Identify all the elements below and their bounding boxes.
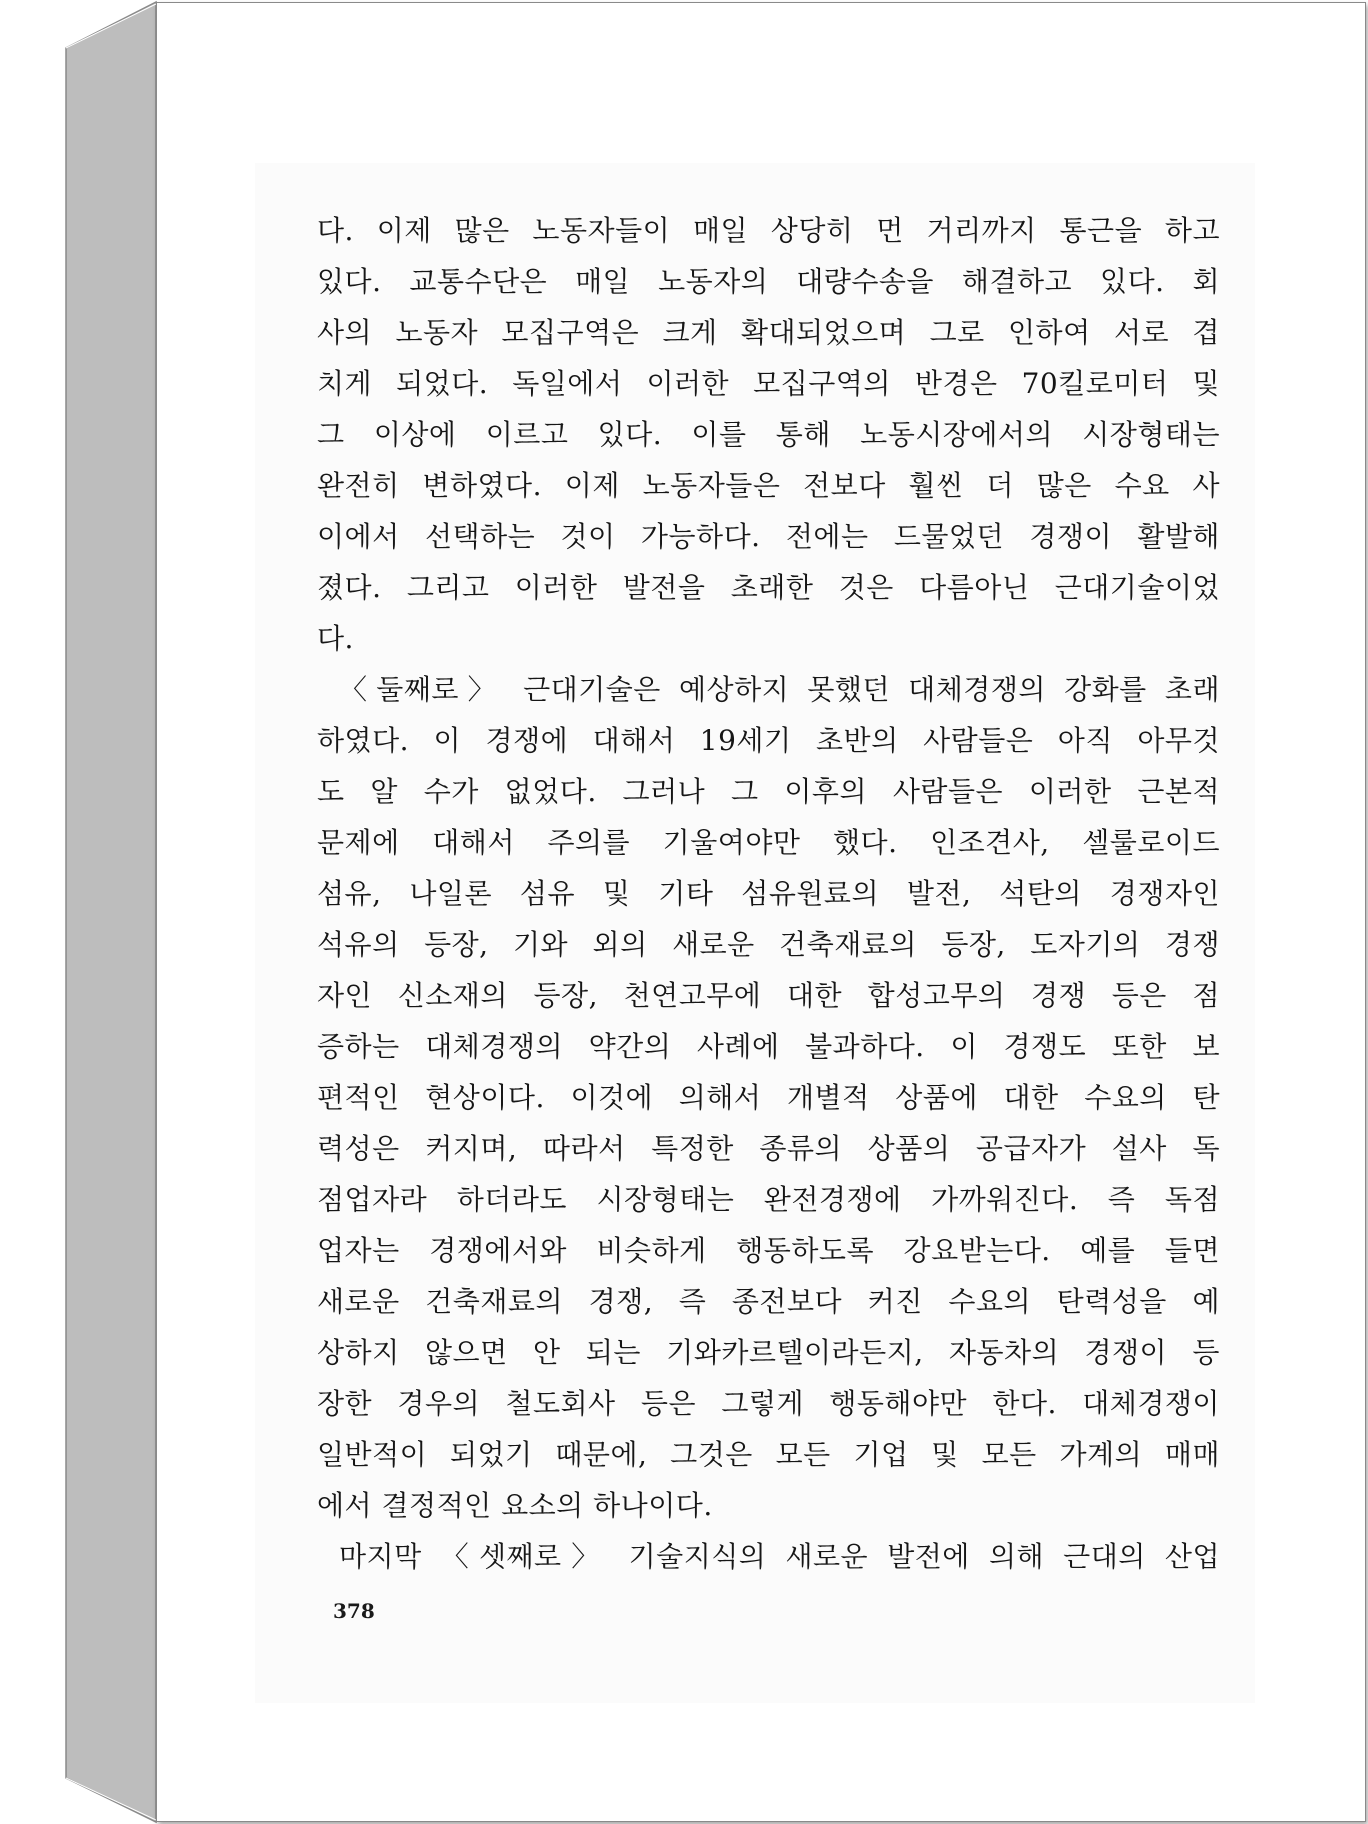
text-line: 그 이상에 이르고 있다. 이를 통해 노동시장에서의 시장형태는: [317, 418, 1220, 451]
text-line: 력성은 커지며, 따라서 특정한 종류의 상품의 공급자가 설사 독: [317, 1132, 1220, 1165]
text-line: 〈둘째로〉 근대기술은 예상하지 못했던 대체경쟁의 강화를 초래: [339, 673, 1220, 706]
text-line: 새로운 건축재료의 경쟁, 즉 종전보다 커진 수요의 탄력성을 예: [317, 1285, 1220, 1318]
book-page: [156, 2, 1366, 1822]
text-line: 상하지 않으면 안 되는 기와카르텔이라든지, 자동차의 경쟁이 등: [317, 1336, 1220, 1369]
text-line: 업자는 경쟁에서와 비슷하게 행동하도록 강요받는다. 예를 들면: [317, 1234, 1220, 1267]
text-line: 치게 되었다. 독일에서 이러한 모집구역의 반경은 70킬로미터 및: [317, 367, 1220, 400]
text-line: 이에서 선택하는 것이 가능하다. 전에는 드물었던 경쟁이 활발해: [317, 520, 1220, 553]
text-line: 섬유, 나일론 섬유 및 기타 섬유원료의 발전, 석탄의 경쟁자인: [317, 877, 1220, 910]
text-line: 다.: [317, 622, 354, 655]
text-line: 졌다. 그리고 이러한 발전을 초래한 것은 다름아닌 근대기술이었: [317, 571, 1220, 604]
book-spine: [0, 0, 160, 1824]
page-number: 378: [333, 1599, 375, 1623]
text-line: 마지막 〈셋째로〉 기술지식의 새로운 발전에 의해 근대의 산업: [339, 1540, 1220, 1573]
text-line: 점업자라 하더라도 시장형태는 완전경쟁에 가까워진다. 즉 독점: [317, 1183, 1220, 1216]
text-line: 증하는 대체경쟁의 약간의 사례에 불과하다. 이 경쟁도 또한 보: [317, 1030, 1220, 1063]
text-line: 장한 경우의 철도회사 등은 그렇게 행동해야만 한다. 대체경쟁이: [317, 1387, 1220, 1420]
text-line: 편적인 현상이다. 이것에 의해서 개별적 상품에 대한 수요의 탄: [317, 1081, 1220, 1114]
text-line: 자인 신소재의 등장, 천연고무에 대한 합성고무의 경쟁 등은 점: [317, 979, 1220, 1012]
body-text: [317, 205, 1220, 1582]
text-line: 에서 결정적인 요소의 하나이다.: [317, 1489, 713, 1522]
text-line: 일반적이 되었기 때문에, 그것은 모든 기업 및 모든 가계의 매매: [317, 1438, 1220, 1471]
text-line: 있다. 교통수단은 매일 노동자의 대량수송을 해결하고 있다. 회: [317, 265, 1220, 298]
text-line: 완전히 변하였다. 이제 노동자들은 전보다 훨씬 더 많은 수요 사: [317, 469, 1220, 502]
text-line: 하였다. 이 경쟁에 대해서 19세기 초반의 사람들은 아직 아무것: [317, 724, 1220, 757]
text-line: 사의 노동자 모집구역은 크게 확대되었으며 그로 인하여 서로 겹: [317, 316, 1220, 349]
text-line: 다. 이제 많은 노동자들이 매일 상당히 먼 거리까지 통근을 하고: [317, 214, 1220, 247]
text-line: 석유의 등장, 기와 외의 새로운 건축재료의 등장, 도자기의 경쟁: [317, 928, 1220, 961]
text-line: 도 알 수가 없었다. 그러나 그 이후의 사람들은 이러한 근본적: [317, 775, 1220, 808]
text-line: 문제에 대해서 주의를 기울여야만 했다. 인조견사, 셀룰로이드: [317, 826, 1220, 859]
